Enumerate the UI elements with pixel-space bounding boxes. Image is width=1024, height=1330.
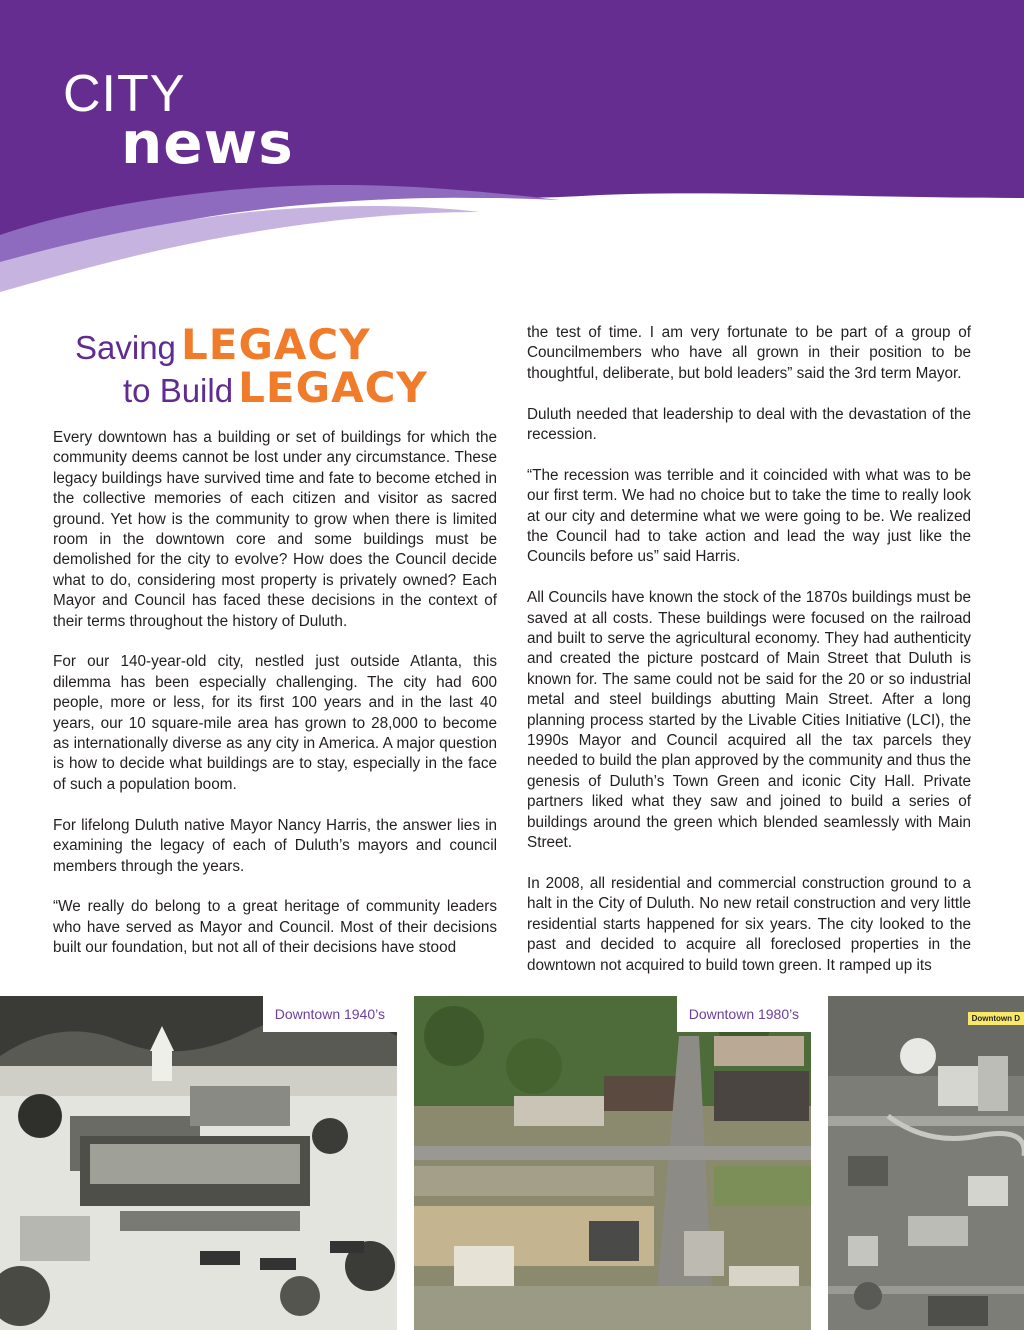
masthead	[63, 65, 294, 177]
article-column-left	[53, 428, 497, 979]
paragraph: For our 140-year-old city, nestled just outside Atlanta, this dilemma has been especially challenging. The city had 600 people, more or less, for its first 100 years and in the last 40 years, our 10 square-mile area has grown to 28,000 to become as internationally diverse as any city in America. A major question is how to decide what buildings are to stay, especially in the face of such a population boom.	[53, 653, 497, 793]
photo-caption: Downtown 1980’s	[677, 996, 811, 1032]
satellite-photo	[828, 996, 1024, 1330]
paragraph: For lifelong Duluth native Mayor Nancy Harris, the answer lies in examining the legacy of each of Duluth’s mayors and council members through the years.	[53, 816, 497, 875]
paragraph: All Councils have known the stock of the 1870s buildings must be saved at all costs. These buildings were focused on the railroad and built to serve the agricultural economy. They had authenticity and created the picture postcard of Main Street that Duluth is known for. The same could not be said for the 20 or so industrial metal and steel buildings abutting Main Street. After a long planning process started by the Livable Cities Initiative (LCI), the 1990s Mayor and Council acquired all the tax parcels they needed to build the plan approved by the community and thus the genesis of Duluth’s Town Green and iconic City Hall. Private partners liked what they saw and joined to build a series of buildings around the green which blended seamlessly with Main Street.	[527, 589, 971, 852]
photo-caption-tag: Downtown D	[968, 1012, 1024, 1025]
paragraph: In 2008, all residential and commercial construction ground to a halt in the City of Duluth. No new retail construction and very little residential starts happened for six years. The city looked to the past and decided to acquire all foreclosed properties in the downtown not acquired to build town green. It ramped up its	[527, 874, 971, 974]
headline-line-1	[75, 320, 515, 369]
header-banner	[0, 0, 1024, 300]
masthead-news: news	[121, 109, 294, 177]
photo-downtown-1980s	[414, 996, 811, 1330]
paragraph: Duluth needed that leadership to deal with the devastation of the recession.	[527, 405, 971, 444]
aerial-photo-1980s	[414, 996, 811, 1330]
paragraph: the test of time. I am very fortunate to be part of a group of Councilmembers who have all grown in their position to be thoughtful, deliberate, but bold leaders” said the 3rd term Mayor.	[527, 324, 971, 382]
photo-caption: Downtown 1940’s	[263, 996, 397, 1032]
headline-to-build: to Build	[123, 372, 234, 409]
aerial-photo-1940s	[0, 996, 397, 1330]
paragraph: “The recession was terrible and it coincided with what was to be our first term. We had no choice but to take the time to really look at our city and determine what we were going to be. We realized the Council had to take action and lead the way just like the Councils before us” said Harris.	[527, 466, 971, 566]
paragraph: Every downtown has a building or set of buildings for which the community deems cannot be lost under any circumstance. These legacy buildings have survived time and fate to become etched in the collective memories of each citizen and visitor as sacred ground. Yet how is the community to grow when there is limited room in the downtown core and some buildings must be demolished for the city to evolve? How does the Council decide what to do, considering most property is privately owned? Each Mayor and Council has faced these decisions in the context of their terms throughout the history of Duluth.	[53, 429, 497, 630]
headline-line-2	[123, 363, 515, 412]
photo-downtown-1940s	[0, 996, 397, 1330]
headline-legacy-1: LEGACY	[181, 320, 371, 369]
headline-legacy-2: LEGACY	[238, 363, 428, 412]
article-column-right	[527, 323, 971, 996]
photo-downtown-satellite	[828, 996, 1024, 1330]
masthead-city: CITY	[63, 65, 186, 123]
article-headline	[75, 320, 515, 412]
paragraph: “We really do belong to a great heritage of community leaders who have served as Mayor and Council. Most of their decisions built our foundation, but not all of their decisions have stood	[53, 898, 497, 957]
headline-saving: Saving	[75, 329, 176, 366]
